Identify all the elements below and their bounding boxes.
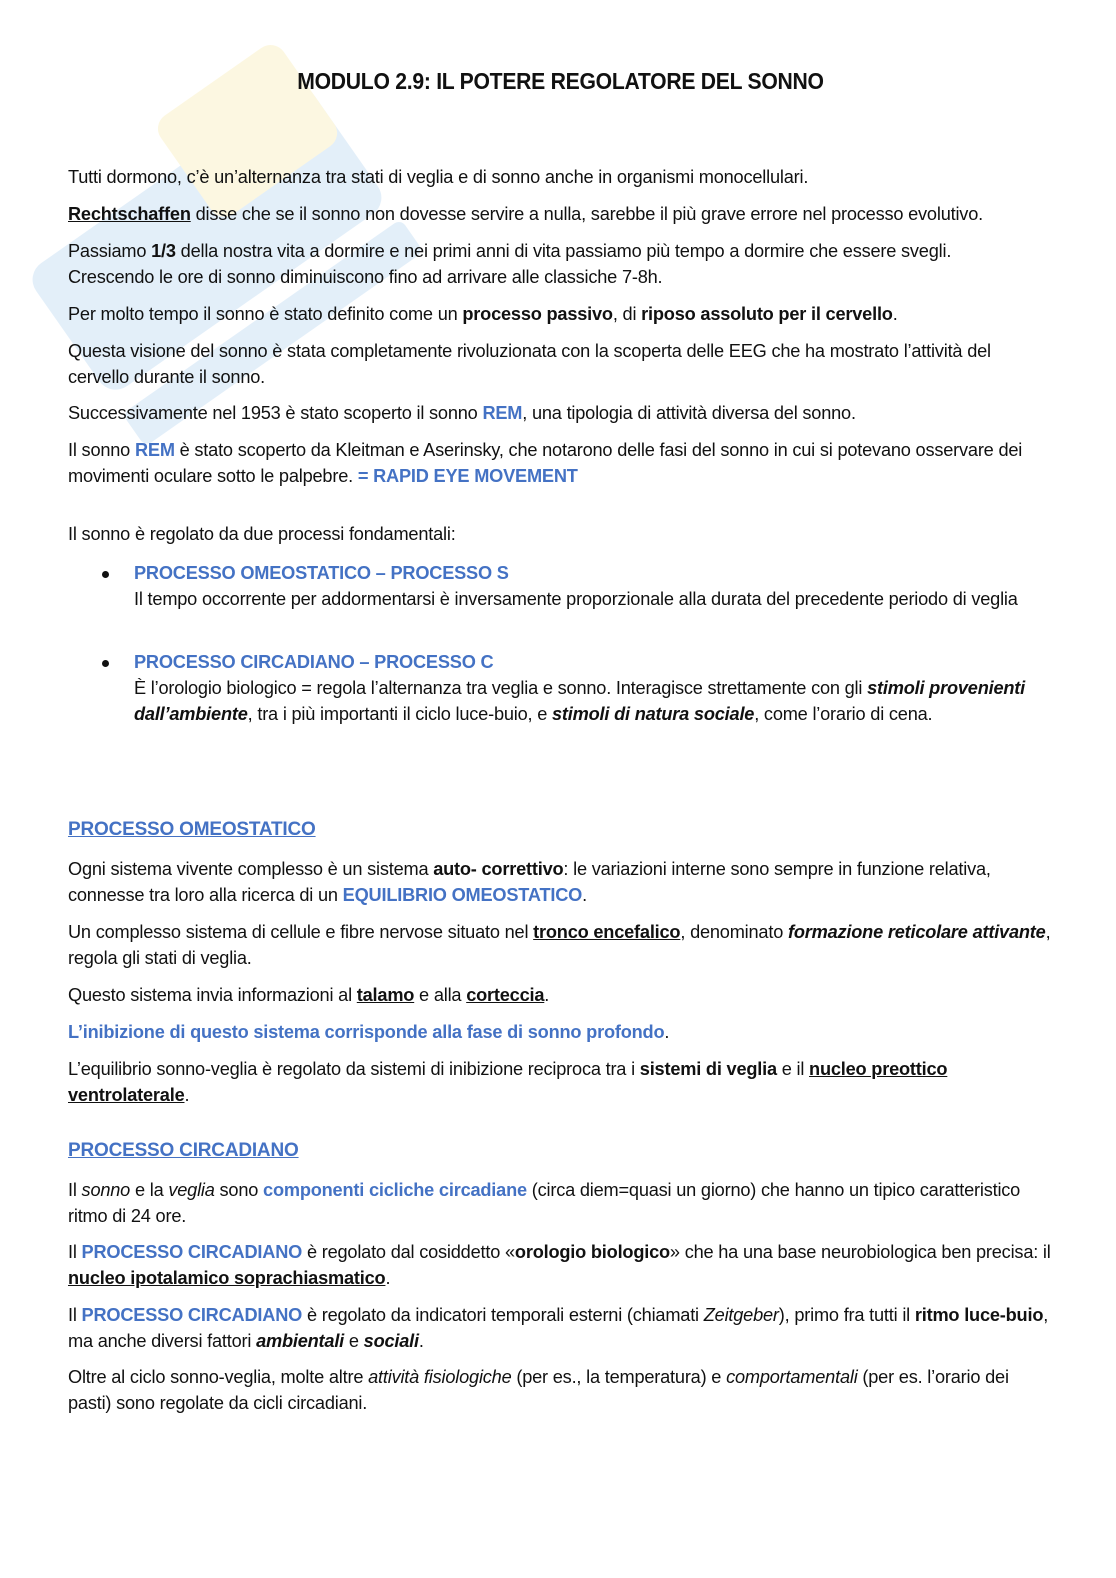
bullet-dot bbox=[102, 660, 109, 667]
rem-term: REM bbox=[134, 440, 175, 460]
circadiano-paragraph-1: Il sonno e la veglia sono componenti cicliche circadiane (circa diem=quasi un giorno) che hanno un tipico caratteristico ritmo di 24 ore. bbox=[68, 1180, 1021, 1226]
omeostatico-paragraph-4: L’inibizione di questo sistema corrisponde alla fase di sonno profondo. bbox=[68, 1022, 670, 1042]
intro-paragraph-1 bbox=[68, 164, 1053, 190]
bullet-item-processo-c: PROCESSO CIRCADIANO – PROCESSO C È l’orologio biologico = regola l’alternanza tra veglia e sonno. Interagisce strettamente con gli stimoli provenienti dall’ambiente, tra i più importanti il ciclo luce-buio, e stimoli di natura sociale, come l’orario di cena. bbox=[134, 652, 1025, 724]
intro-p1-text: Tutti dormono, c’è un’alternanza tra stati di veglia e di sonno anche in organismi monocellulari. bbox=[68, 167, 809, 187]
intro-paragraph-8: Il sonno è regolato da due processi fondamentali: bbox=[68, 524, 456, 544]
bullet-item-processo-s: PROCESSO OMEOSTATICO – PROCESSO S Il tempo occorrente per addormentarsi è inversamente proporzionale alla durata del precedente periodo di veglia bbox=[134, 563, 1018, 609]
intro-paragraph-7: Il sonno REM è stato scoperto da Kleitman e Aserinsky, che notarono delle fasi del sonno in cui si potevano osservare dei movimenti oculare sotto le palpebre. = RAPID EYE MOVEMENT bbox=[68, 440, 1023, 486]
circadiano-paragraph-2: Il PROCESSO CIRCADIANO è regolato dal cosiddetto «orologio biologico» che ha una base neurobiologica ben precisa: il nucleo ipotalamico soprachiasmatico. bbox=[68, 1242, 1051, 1288]
intro-paragraph-5: Questa visione del sonno è stata completamente rivoluzionata con la scoperta delle EEG che ha mostrato l’attività del cervello durante il sonno. bbox=[68, 341, 991, 387]
bullet-dot bbox=[102, 571, 109, 578]
section-heading-omeostatico: PROCESSO OMEOSTATICO bbox=[68, 819, 316, 840]
rem-term: REM bbox=[482, 403, 523, 423]
rapid-eye-movement-label: = RAPID EYE MOVEMENT bbox=[357, 466, 578, 486]
intro-paragraph-2 bbox=[68, 201, 1053, 227]
section-heading-circadiano: PROCESSO CIRCADIANO bbox=[68, 1140, 299, 1161]
omeostatico-paragraph-5: L’equilibrio sonno-veglia è regolato da sistemi di inibizione reciproca tra i sistemi di veglia e il nucleo preottico ventrolaterale. bbox=[68, 1059, 948, 1105]
bullet-title: PROCESSO CIRCADIANO – PROCESSO C bbox=[134, 652, 494, 672]
intro-paragraph-4: Per molto tempo il sonno è stato definito come un processo passivo, di riposo assoluto per il cervello. bbox=[68, 304, 898, 324]
one-third-value: 1/3 bbox=[151, 241, 176, 261]
circadiano-paragraph-3: Il PROCESSO CIRCADIANO è regolato da indicatori temporali esterni (chiamati Zeitgeber), primo fra tutti il ritmo luce-buio, ma anche diversi fattori ambientali e sociali. bbox=[68, 1305, 1049, 1351]
bullet-title: PROCESSO OMEOSTATICO – PROCESSO S bbox=[134, 563, 509, 583]
omeostatico-paragraph-2: Un complesso sistema di cellule e fibre nervose situato nel tronco encefalico, denominato formazione reticolare attivante, regola gli stati di veglia. bbox=[68, 922, 1051, 968]
omeostatico-paragraph-1: Ogni sistema vivente complesso è un sistema auto- correttivo: le variazioni interne sono sempre in funzione relativa, connesse tra loro alla ricerca di un EQUILIBRIO OMEOSTATICO. bbox=[68, 859, 991, 905]
omeostatico-paragraph-3: Questo sistema invia informazioni al talamo e alla corteccia. bbox=[68, 985, 550, 1005]
intro-p2-text: disse che se il sonno non dovesse servire a nulla, sarebbe il più grave errore nel processo evolutivo. bbox=[190, 204, 983, 224]
intro-paragraph-3: Passiamo 1/3 della nostra vita a dormire e nei primi anni di vita passiamo più tempo a dormire che essere svegli. Crescendo le ore di sonno diminuiscono fino ad arrivare alle classiche 7-8h. bbox=[68, 241, 952, 287]
page-title: MODULO 2.9: IL POTERE REGOLATORE DEL SONNO bbox=[297, 68, 824, 94]
intro-paragraph-6: Successivamente nel 1953 è stato scoperto il sonno REM, una tipologia di attività diversa del sonno. bbox=[68, 403, 856, 423]
rechtschaffen-name: Rechtschaffen bbox=[68, 204, 191, 224]
circadiano-paragraph-4: Oltre al ciclo sonno-veglia, molte altre attività fisiologiche (per es., la temperatura) e comportamentali (per es. l’orario dei pasti) sono regolate da cicli circadiani. bbox=[68, 1367, 1009, 1413]
